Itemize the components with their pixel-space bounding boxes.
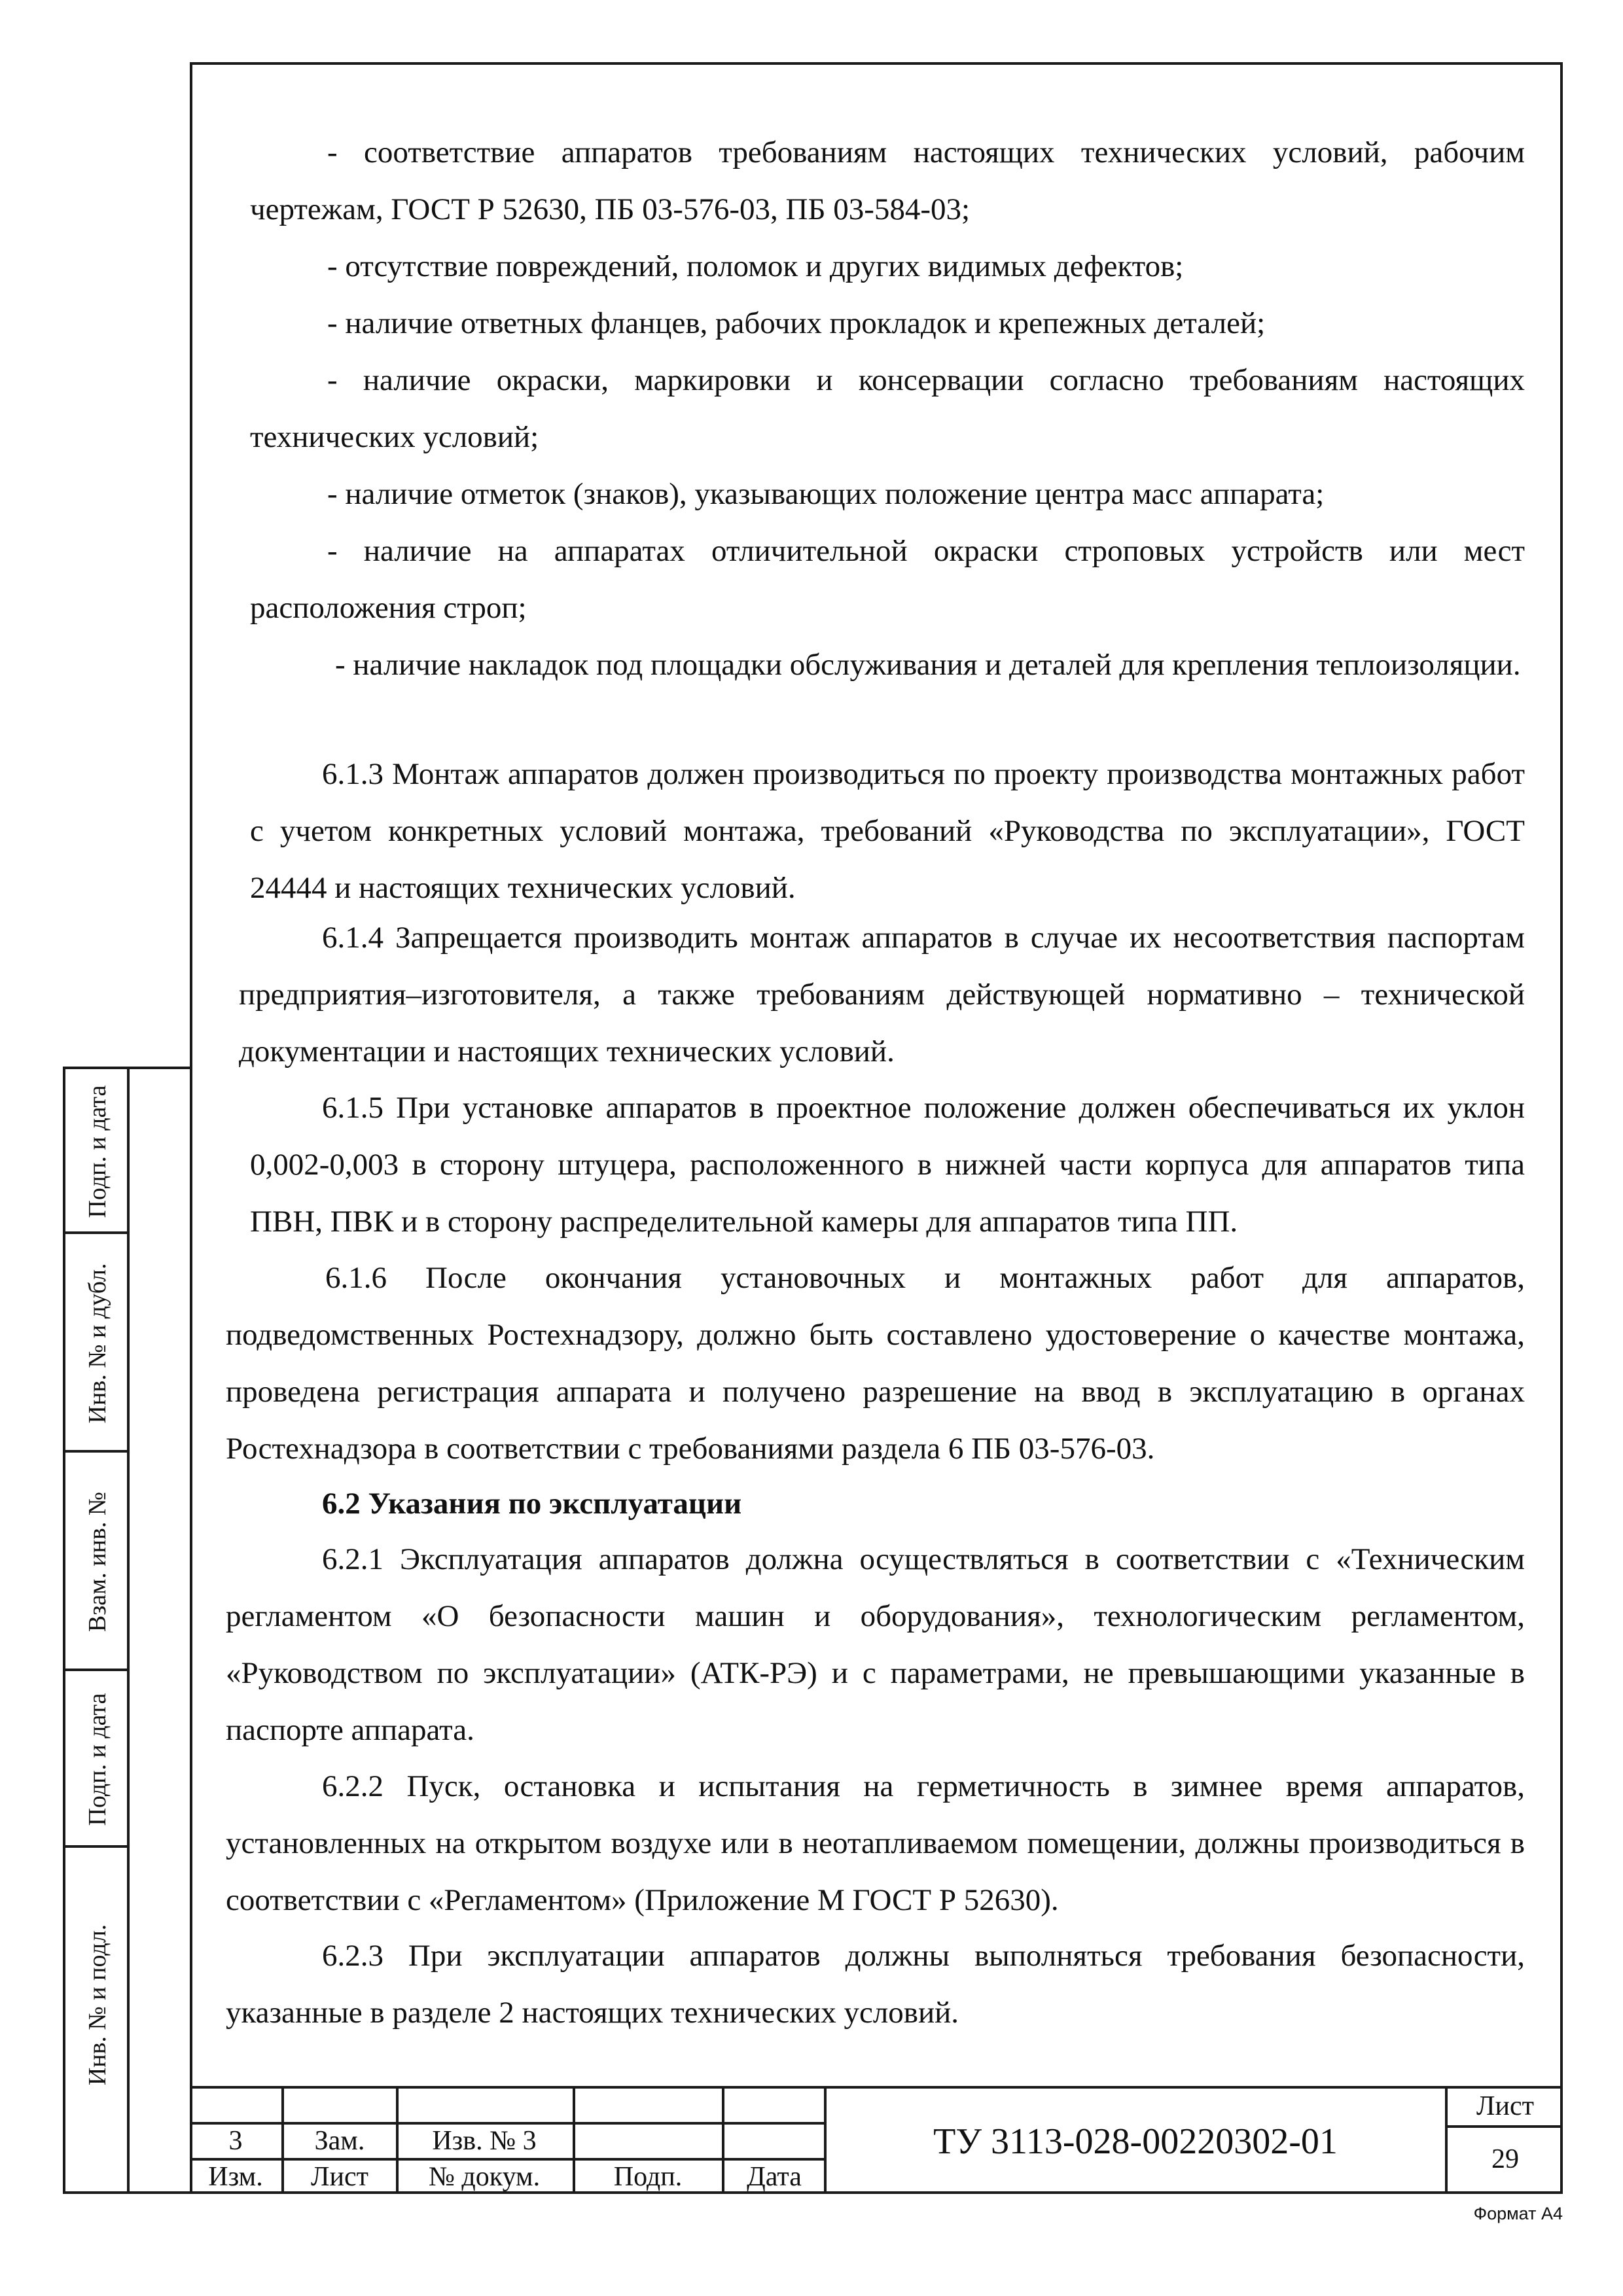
sheet-number: 29 <box>1491 2144 1519 2174</box>
paragraph-6-1-6: 6.1.6 После окончания установочных и монтажных работ для аппаратов, подведомственных Ростехнадзору, должно быть составлено удостоверение о качестве монтажа, проведена регистрация аппарата и получено разрешение на ввод в эксплуатацию в органах Ростехнадзора в соответствии с требованиями раздела 6 ПБ 03-576-03. <box>226 1261 1525 1466</box>
section-heading-6-2: 6.2 Указания по эксплуатации <box>322 1487 742 1521</box>
paper-format-label: Формат А4 <box>1473 2204 1563 2223</box>
paragraph-painting: - наличие окраски, маркировки и консервации согласно требованиям настоящих технических условий; <box>250 363 1525 454</box>
revision-document: Изв. № 3 <box>432 2126 537 2156</box>
paragraph-slings: - наличие на аппаратах отличительной окраски строповых устройств или мест расположения строп; <box>250 534 1525 625</box>
title-block-col-line-5 <box>824 2086 827 2194</box>
margin-stamp <box>63 1067 190 2194</box>
paragraph-6-2-1: 6.2.1 Эксплуатация аппаратов должна осуществляться в соответствии с «Техническим регламентом «О безопасности машин и оборудования», технологическим регламентом, «Руководством по эксплуатации» (АТК-РЭ) и с параметрами, не превышающими указанные в паспорте аппарата. <box>226 1542 1525 1747</box>
paragraph-6-2-3: 6.2.3 При эксплуатации аппаратов должны выполняться требования безопасности, указанные в разделе 2 настоящих технических условий. <box>226 1939 1525 2030</box>
revision-number: 3 <box>228 2126 243 2156</box>
sheet-label: Лист <box>1476 2091 1534 2121</box>
paragraph-center-mass: - наличие отметок (знаков), указывающих положение центра масс аппарата; <box>327 477 1325 511</box>
paragraph-6-1-5: 6.1.5 При установке аппаратов в проектное положение должен обеспечиваться их уклон 0,002-0,003 в сторону штуцера, расположенного в нижней части корпуса для аппаратов типа ПВН, ПВК и в сторону распределительной камеры для аппаратов типа ПП. <box>250 1091 1525 1239</box>
header-signature: Подп. <box>613 2162 683 2192</box>
document-code: ТУ 3113-028-00220302-01 <box>933 2121 1338 2162</box>
title-block-col-line-6 <box>1445 2086 1448 2194</box>
revision-sheet: Зам. <box>314 2126 365 2156</box>
paragraph-no-damage: - отсутствие повреждений, поломок и других видимых дефектов; <box>327 249 1184 283</box>
title-block-row-line-2 <box>190 2158 827 2161</box>
margin-label-sign-date-2: Подп. и дата <box>84 1693 111 1826</box>
paragraph-compliance: - соответствие аппаратов требованиям настоящих технических условий, рабочим чертежам, ГОСТ Р 52630, ПБ 03-576-03, ПБ 03-584-03; <box>250 135 1525 226</box>
title-block-col-line-2 <box>396 2086 399 2194</box>
paragraph-6-2-2: 6.2.2 Пуск, остановка и испытания на герметичность в зимнее время аппаратов, установленных на открытом воздухе или в неотапливаемом помещении, должны производиться в соответствии с «Регламентом» (Приложение М ГОСТ Р 52630). <box>226 1769 1525 1917</box>
title-block-row-line-1 <box>190 2122 827 2125</box>
margin-label-replace-inv: Взам. инв. № <box>84 1491 111 1633</box>
header-doc-number: № докум. <box>428 2162 541 2192</box>
paragraph-insulation: - наличие накладок под площадки обслуживания и деталей для крепления теплоизоляции. <box>335 648 1521 682</box>
paragraph-6-1-4: 6.1.4 Запрещается производить монтаж аппаратов в случае их несоответствия паспортам предприятия–изготовителя, а также требованиям действующей нормативно – технической документации и настоящих технических условий. <box>239 921 1525 1069</box>
header-list: Лист <box>311 2162 368 2192</box>
margin-label-inv-orig: Инв. № и подл. <box>84 1924 111 2086</box>
title-block <box>190 2086 1563 2194</box>
title-block-col-line-3 <box>573 2086 575 2194</box>
paragraph-flanges: - наличие ответных фланцев, рабочих прокладок и крепежных деталей; <box>327 306 1266 340</box>
margin-label-inv-dupl: Инв. № и дубл. <box>84 1263 111 1424</box>
paragraph-6-1-3: 6.1.3 Монтаж аппаратов должен производиться по проекту производства монтажных работ с учетом конкретных условий монтажа, требований «Руководства по эксплуатации», ГОСТ 24444 и настоящих технических условий. <box>250 757 1525 905</box>
header-date: Дата <box>747 2162 802 2192</box>
title-block-col-line-4 <box>722 2086 724 2194</box>
title-block-col-line-1 <box>281 2086 284 2194</box>
margin-label-sign-date: Подп. и дата <box>84 1085 111 1218</box>
header-izm: Изм. <box>208 2162 263 2192</box>
sheet-cell-line <box>1448 2125 1563 2128</box>
